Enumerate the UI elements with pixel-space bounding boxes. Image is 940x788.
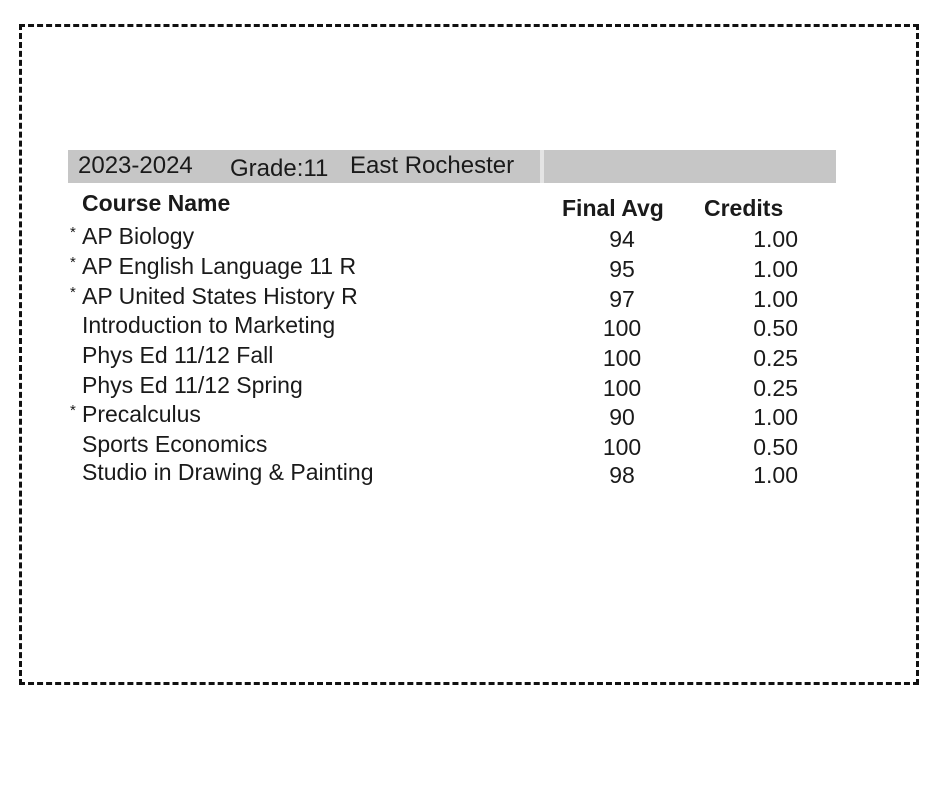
credits-value: 1.00 <box>753 256 798 282</box>
table-row <box>0 459 940 489</box>
table-row <box>0 283 940 313</box>
column-header-course-name: Course Name <box>82 190 231 216</box>
weighted-course-marker: * <box>70 254 76 271</box>
weighted-course-marker: * <box>70 224 76 241</box>
credits-value: 0.50 <box>753 434 798 460</box>
weighted-course-marker: * <box>70 402 76 419</box>
credits-value: 1.00 <box>753 404 798 430</box>
final-average: 98 <box>609 462 635 488</box>
table-row <box>0 401 940 431</box>
credits-value: 0.25 <box>753 375 798 401</box>
school-year: 2023-2024 <box>78 152 193 179</box>
weighted-course-marker: * <box>70 284 76 301</box>
column-header-final-avg: Final Avg <box>562 195 664 221</box>
course-name: Phys Ed 11/12 Spring <box>82 372 303 398</box>
final-average: 100 <box>602 434 642 460</box>
course-name: Sports Economics <box>82 431 268 457</box>
column-header-credits: Credits <box>704 195 784 221</box>
final-average: 100 <box>602 375 642 401</box>
credits-value: 0.50 <box>753 315 798 341</box>
final-average: 90 <box>609 404 635 430</box>
final-average: 95 <box>609 256 635 282</box>
course-name: Precalculus <box>82 401 201 427</box>
table-row <box>0 223 940 253</box>
header-bar-divider <box>540 150 544 183</box>
course-name: AP Biology <box>82 223 195 249</box>
table-row <box>0 431 940 461</box>
table-row <box>0 372 940 402</box>
table-row <box>0 253 940 283</box>
course-name: AP English Language 11 R <box>82 253 357 279</box>
table-row <box>0 312 940 342</box>
school-name: East Rochester <box>350 152 515 179</box>
course-name: AP United States History R <box>82 283 358 309</box>
grade-level: Grade:11 <box>230 155 329 182</box>
credits-value: 1.00 <box>753 462 798 488</box>
table-row <box>0 342 940 372</box>
final-average: 100 <box>602 345 642 371</box>
course-name: Studio in Drawing & Painting <box>82 459 374 485</box>
credits-value: 1.00 <box>753 226 798 252</box>
credits-value: 1.00 <box>753 286 798 312</box>
final-average: 97 <box>609 286 635 312</box>
final-average: 94 <box>609 226 635 252</box>
course-name: Introduction to Marketing <box>82 312 336 338</box>
credits-value: 0.25 <box>753 345 798 371</box>
final-average: 100 <box>602 315 642 341</box>
course-name: Phys Ed 11/12 Fall <box>82 342 274 368</box>
